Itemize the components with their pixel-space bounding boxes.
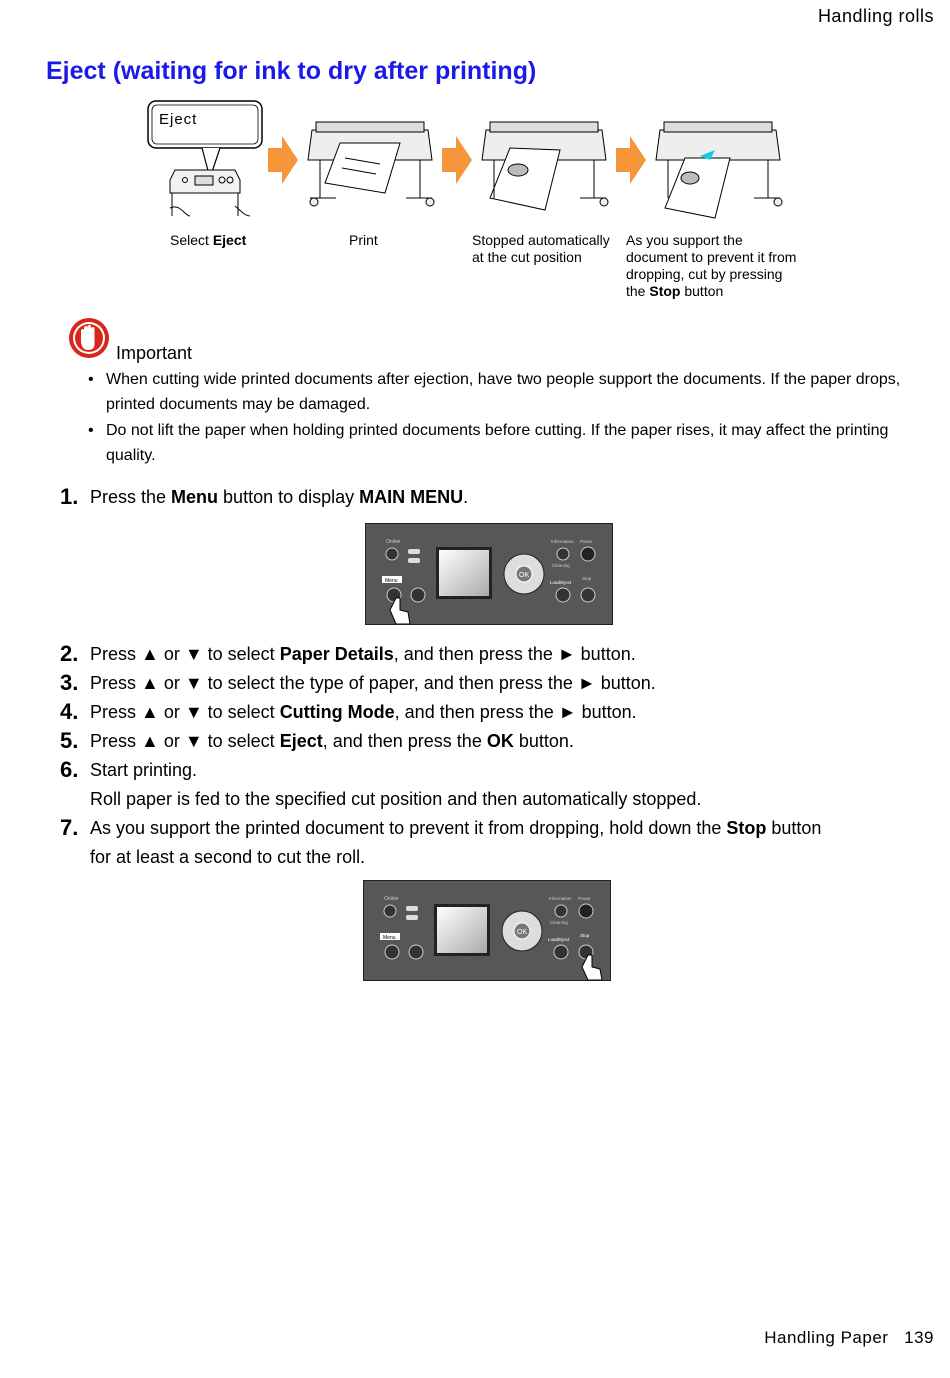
operation-panel-menu	[365, 523, 613, 625]
panel-label-menu: Menu	[383, 935, 396, 941]
panel-label-online: Online	[386, 539, 401, 545]
footer-section: Handling Paper	[764, 1328, 889, 1347]
list-item: • When cutting wide printed documents after ejection, have two people support the documents. If the paper drops, printed documents may be damaged.	[88, 368, 908, 417]
arrow-icon	[268, 136, 298, 184]
panel-label-load-eject: Load/Eject	[548, 937, 570, 942]
control-panel-illustration	[170, 170, 250, 216]
page-number: 139	[904, 1328, 934, 1347]
running-header: Handling rolls	[817, 6, 934, 26]
list-item: • Do not lift the paper when holding printed documents before cutting. If the paper rises, it may affect the printing quality.	[88, 419, 908, 468]
panel-label-cleaning: Cleaning	[552, 563, 570, 568]
panel-label-cleaning: Cleaning	[550, 920, 568, 925]
panel-label-power: Power	[578, 896, 591, 901]
important-bullet-list	[88, 368, 908, 470]
panel-label-information: Information	[551, 539, 574, 544]
printer-printing-illustration	[308, 122, 434, 206]
panel-label-ok: OK	[517, 929, 528, 936]
panel-label-menu: Menu	[385, 578, 398, 584]
arrow-icon	[616, 136, 646, 184]
panel-label-stop: Stop	[580, 933, 590, 938]
page-footer	[764, 1328, 934, 1348]
important-label: Important	[116, 343, 193, 363]
panel-label-online: Online	[384, 896, 399, 902]
caption-support-cut: As you support the document to prevent it from dropping, cut by pressing the Stop button	[626, 232, 797, 299]
important-hand-icon	[68, 317, 110, 359]
arrow-icon	[442, 136, 472, 184]
operation-panel-graphic	[364, 881, 610, 980]
operation-panel-graphic	[366, 524, 612, 624]
caption-select-eject: Select Eject	[170, 232, 247, 248]
panel-label-ok: OK	[519, 572, 530, 579]
panel-label-power: Power	[580, 539, 593, 544]
section-heading: Eject (waiting for ink to dry after printing)	[46, 57, 537, 85]
panel-label-information: Information	[549, 896, 572, 901]
caption-print: Print	[349, 232, 378, 248]
printer-cutting-illustration	[656, 122, 782, 218]
panel-label-load-eject: Load/Eject	[550, 580, 572, 585]
caption-stopped: Stopped automatically at the cut position	[472, 232, 610, 265]
printer-stopped-illustration	[482, 122, 608, 210]
operation-panel-stop	[363, 880, 611, 981]
callout-label: Eject	[159, 111, 198, 128]
eject-procedure-diagram	[140, 98, 800, 223]
panel-label-stop: Stop	[582, 576, 592, 581]
